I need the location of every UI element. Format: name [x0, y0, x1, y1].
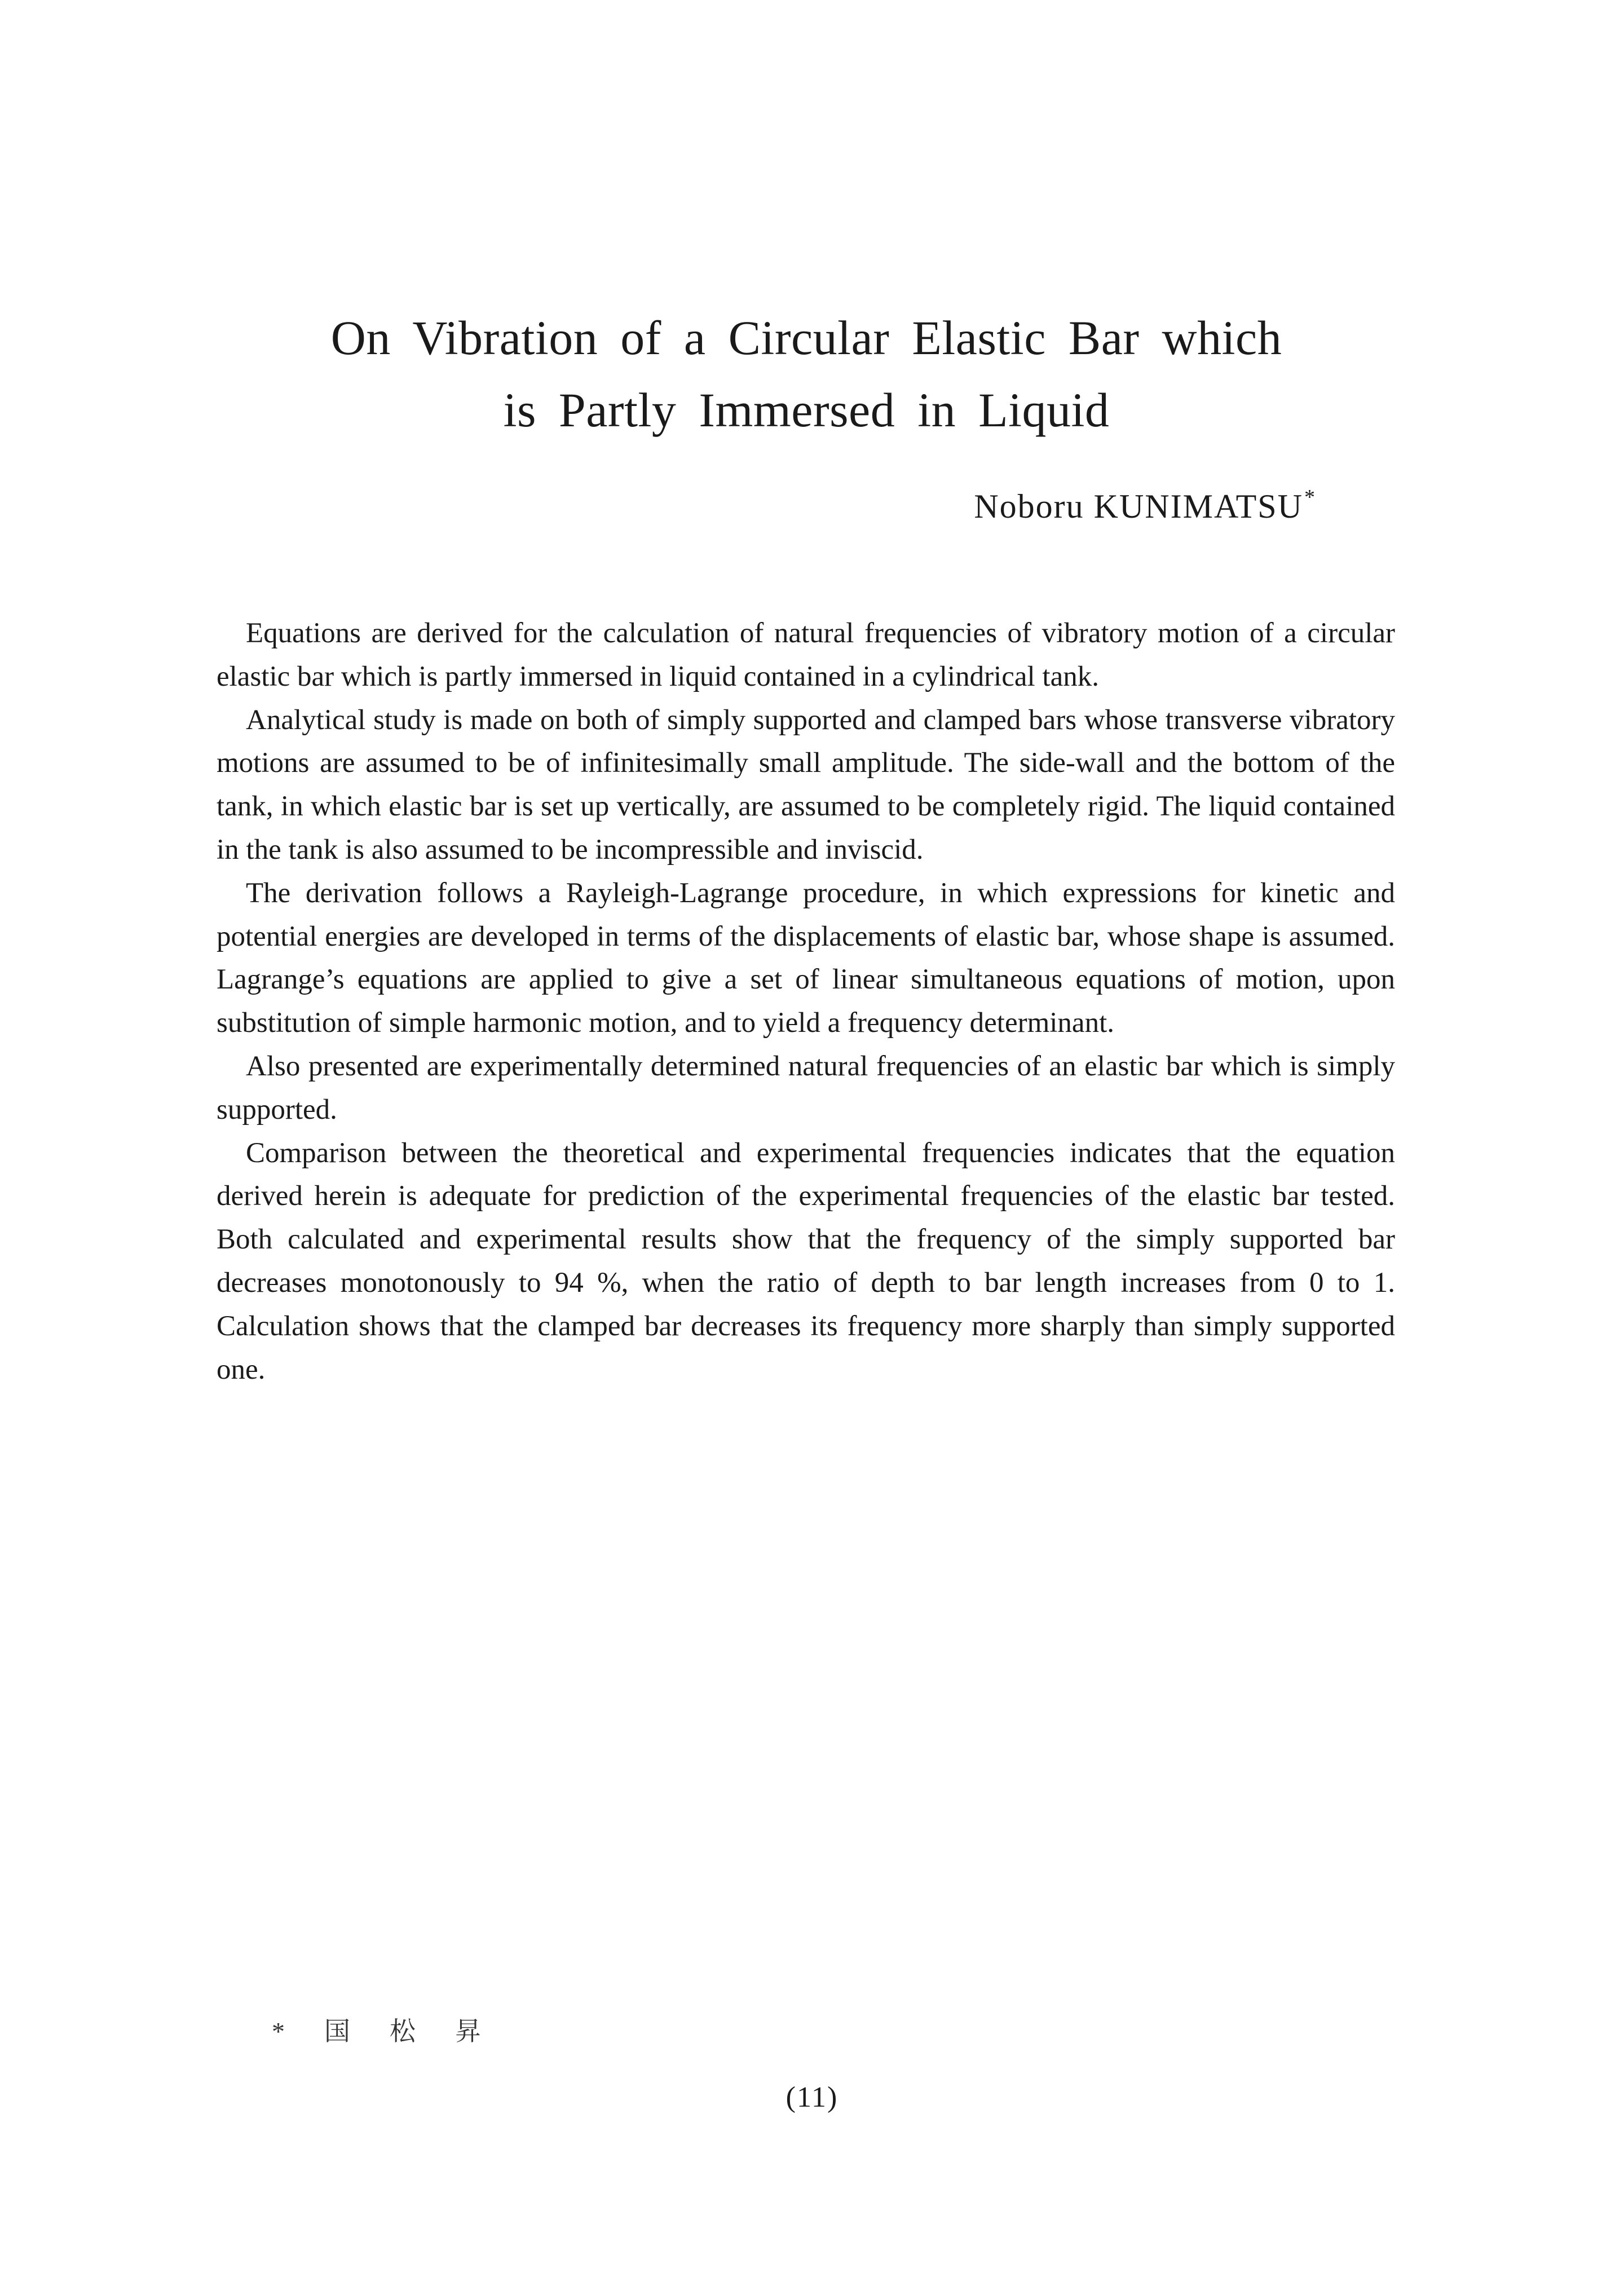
abstract-paragraph-2: Analytical study is made on both of simply supported and clamped bars whose transverse vibratory motions are assumed to be of infinitesimally small amplitude. The side-wall and the bottom of the tank, in which elastic bar is set up vertically, are assumed to be completely rigid. The liquid contained in the tank is also assumed to be incompressible and inviscid.: [217, 704, 1395, 866]
abstract-paragraph-3: The derivation follows a Rayleigh-Lagrange procedure, in which expressions for kinetic and potential energies are developed in terms of the displacements of elastic bar, whose shape is assumed. Lagrange’s equations are applied to give a set of linear simultaneous equations of motion, upon substitution of simple harmonic motion, and to yield a frequency determinant.: [217, 877, 1395, 1039]
title-line-1: On Vibration of a Circular Elastic Bar which: [330, 311, 1282, 365]
title-line-2: is Partly Immersed in Liquid: [503, 383, 1110, 437]
author-name: Noboru KUNIMATSU: [974, 488, 1303, 525]
page-number: (11): [785, 2081, 839, 2113]
abstract-paragraph-4: Also presented are experimentally determined natural frequencies of an elastic bar which is simply supported.: [217, 1050, 1395, 1125]
abstract-paragraph-5: Comparison between the theoretical and experimental frequencies indicates that the equation derived herein is adequate for prediction of the experimental frequencies of the elastic bar tested. Both calculated and experimental results show that the frequency of the simply supported bar decreases monotonously to 94 %, when the ratio of depth to bar length increases from 0 to 1. Calculation shows that the clamped bar decreases its frequency more sharply than simply supported one.: [217, 1137, 1395, 1385]
abstract-paragraph-1: Equations are derived for the calculation of natural frequencies of vibratory motion of a circular elastic bar which is partly immersed in liquid contained in a cylindrical tank.: [217, 617, 1395, 692]
author-byline: [974, 485, 1316, 526]
paper-title: [248, 302, 1365, 446]
author-footnote: *国松昇: [272, 2017, 520, 2046]
abstract: [217, 612, 1395, 1391]
author-footnote-mark: *: [1304, 485, 1316, 509]
